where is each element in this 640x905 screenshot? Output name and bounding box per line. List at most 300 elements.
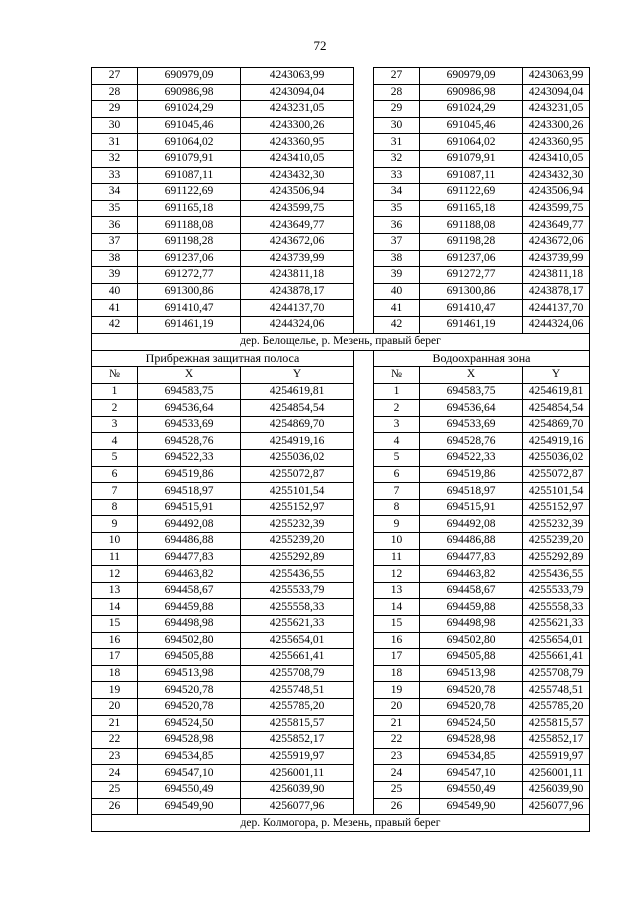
table-row: [92, 383, 590, 400]
left-point-number: 12: [92, 566, 138, 583]
table-row: [92, 616, 590, 633]
left-y-coordinate: 4255815,57: [241, 715, 354, 732]
right-y-coordinate: 4254919,16: [523, 433, 590, 450]
left-y-coordinate: 4243094,04: [241, 84, 354, 101]
left-point-number: 32: [92, 150, 138, 167]
table-row: [92, 466, 590, 483]
right-y-coordinate: 4243063,99: [523, 68, 590, 85]
left-x-coordinate: 694477,83: [138, 549, 241, 566]
left-point-number: 26: [92, 798, 138, 815]
column-gap: [354, 267, 374, 284]
right-point-number: 17: [374, 649, 420, 666]
right-y-coordinate: 4255815,57: [523, 715, 590, 732]
right-point-number: 19: [374, 682, 420, 699]
right-x-coordinate: 694459,88: [420, 599, 523, 616]
left-point-number: 1: [92, 383, 138, 400]
right-point-number: 42: [374, 316, 420, 333]
right-y-coordinate: 4243599,75: [523, 200, 590, 217]
table-row: [92, 665, 590, 682]
right-point-number: 32: [374, 150, 420, 167]
right-x-coordinate: 691272,77: [420, 267, 523, 284]
right-y-coordinate: 4254854,54: [523, 400, 590, 417]
left-x-coordinate: 694486,88: [138, 533, 241, 550]
left-x-coordinate: 694518,97: [138, 483, 241, 500]
right-x-coordinate: 694505,88: [420, 649, 523, 666]
left-x-coordinate: 694463,82: [138, 566, 241, 583]
section-title: дер. Белощелье, р. Мезень, правый берег: [92, 333, 590, 350]
table-row: [92, 68, 590, 85]
table-row: [92, 316, 590, 333]
left-y-coordinate: 4255533,79: [241, 582, 354, 599]
column-gap: [354, 167, 374, 184]
right-point-number: 13: [374, 582, 420, 599]
left-x-coordinate: 691045,46: [138, 117, 241, 134]
table-row: [92, 798, 590, 815]
left-point-number: 28: [92, 84, 138, 101]
column-gap: [354, 582, 374, 599]
right-x-coordinate: 694463,82: [420, 566, 523, 583]
right-point-number: 30: [374, 117, 420, 134]
right-point-number: 24: [374, 765, 420, 782]
section-header-block: [92, 333, 590, 383]
right-y-coordinate: 4255436,55: [523, 566, 590, 583]
left-point-number: 38: [92, 250, 138, 267]
right-point-number: 21: [374, 715, 420, 732]
table-row: [92, 433, 590, 450]
right-point-number: 4: [374, 433, 420, 450]
right-y-coordinate: 4255852,17: [523, 732, 590, 749]
right-x-coordinate: 691165,18: [420, 200, 523, 217]
right-x-coordinate: 694534,85: [420, 748, 523, 765]
left-y-coordinate: 4256001,11: [241, 765, 354, 782]
table-row: [92, 582, 590, 599]
right-x-coordinate: 694528,98: [420, 732, 523, 749]
left-point-number: 19: [92, 682, 138, 699]
left-point-number: 41: [92, 300, 138, 317]
left-x-coordinate: 691122,69: [138, 184, 241, 201]
right-y-coordinate: 4255558,33: [523, 599, 590, 616]
right-x-coordinate: 691087,11: [420, 167, 523, 184]
left-x-coordinate: 694536,64: [138, 400, 241, 417]
right-x-coordinate: 694458,67: [420, 582, 523, 599]
right-point-number: 10: [374, 533, 420, 550]
right-y-coordinate: 4255621,33: [523, 616, 590, 633]
left-point-number: 30: [92, 117, 138, 134]
left-y-coordinate: 4255852,17: [241, 732, 354, 749]
table-row: [92, 250, 590, 267]
right-y-header: Y: [523, 367, 590, 384]
left-y-coordinate: 4243063,99: [241, 68, 354, 85]
right-x-coordinate: 694520,78: [420, 682, 523, 699]
column-gap: [354, 798, 374, 815]
table-row: [92, 781, 590, 798]
table-row: [92, 649, 590, 666]
page-number: 72: [313, 38, 327, 53]
right-y-coordinate: 4256039,90: [523, 781, 590, 798]
right-x-coordinate: 691237,06: [420, 250, 523, 267]
table-row: [92, 300, 590, 317]
right-point-number: 34: [374, 184, 420, 201]
left-point-number: 36: [92, 217, 138, 234]
left-y-coordinate: 4243878,17: [241, 283, 354, 300]
left-point-number: 17: [92, 649, 138, 666]
left-y-coordinate: 4255661,41: [241, 649, 354, 666]
left-x-coordinate: 691024,29: [138, 101, 241, 118]
left-x-coordinate: 691165,18: [138, 200, 241, 217]
column-gap: [354, 499, 374, 516]
right-y-coordinate: 4243231,05: [523, 101, 590, 118]
column-gap: [354, 250, 374, 267]
right-x-coordinate: 694547,10: [420, 765, 523, 782]
right-x-coordinate: 694522,33: [420, 450, 523, 467]
left-y-coordinate: 4254854,54: [241, 400, 354, 417]
right-x-coordinate: 694549,90: [420, 798, 523, 815]
left-point-number: 9: [92, 516, 138, 533]
left-x-coordinate: 694533,69: [138, 416, 241, 433]
table-row: [92, 632, 590, 649]
left-point-number: 40: [92, 283, 138, 300]
left-y-coordinate: 4255919,97: [241, 748, 354, 765]
table-row: [92, 549, 590, 566]
left-x-coordinate: 694522,33: [138, 450, 241, 467]
right-point-number: 35: [374, 200, 420, 217]
table-row: [92, 416, 590, 433]
right-point-number: 20: [374, 698, 420, 715]
right-y-coordinate: 4255239,20: [523, 533, 590, 550]
table-row: [92, 715, 590, 732]
left-x-coordinate: 694505,88: [138, 649, 241, 666]
left-y-coordinate: 4256077,96: [241, 798, 354, 815]
left-point-number: 20: [92, 698, 138, 715]
left-y-coordinate: 4255436,55: [241, 566, 354, 583]
right-point-number: 28: [374, 84, 420, 101]
right-x-coordinate: 694515,91: [420, 499, 523, 516]
left-point-number: 10: [92, 533, 138, 550]
right-point-number: 25: [374, 781, 420, 798]
left-y-coordinate: 4255152,97: [241, 499, 354, 516]
right-point-number: 38: [374, 250, 420, 267]
right-x-coordinate: 694492,08: [420, 516, 523, 533]
left-y-coordinate: 4243432,30: [241, 167, 354, 184]
left-x-coordinate: 691079,91: [138, 150, 241, 167]
right-x-coordinate: 691198,28: [420, 233, 523, 250]
column-gap: [354, 316, 374, 333]
right-x-coordinate: 694524,50: [420, 715, 523, 732]
right-x-coordinate: 694533,69: [420, 416, 523, 433]
right-point-number: 15: [374, 616, 420, 633]
right-x-coordinate: 694502,80: [420, 632, 523, 649]
table-row: [92, 765, 590, 782]
left-x-coordinate: 694459,88: [138, 599, 241, 616]
left-x-coordinate: 694519,86: [138, 466, 241, 483]
left-x-coordinate: 691087,11: [138, 167, 241, 184]
right-point-number: 22: [374, 732, 420, 749]
right-point-number: 26: [374, 798, 420, 815]
right-y-coordinate: 4256001,11: [523, 765, 590, 782]
table-row: [92, 698, 590, 715]
column-gap: [354, 682, 374, 699]
left-x-coordinate: 694547,10: [138, 765, 241, 782]
right-point-number: 1: [374, 383, 420, 400]
table-row: [92, 748, 590, 765]
right-x-coordinate: 691188,08: [420, 217, 523, 234]
table-row: [92, 400, 590, 417]
column-gap: [354, 117, 374, 134]
table-row: [92, 516, 590, 533]
left-point-number: 24: [92, 765, 138, 782]
table-row: [92, 283, 590, 300]
left-x-coordinate: 694524,50: [138, 715, 241, 732]
column-header-row: [92, 367, 590, 384]
right-x-coordinate: 691300,86: [420, 283, 523, 300]
left-point-number: 18: [92, 665, 138, 682]
table-row: [92, 566, 590, 583]
right-y-coordinate: 4243672,06: [523, 233, 590, 250]
left-y-coordinate: 4243300,26: [241, 117, 354, 134]
table-row: [92, 483, 590, 500]
right-y-coordinate: 4255919,97: [523, 748, 590, 765]
right-y-coordinate: 4255654,01: [523, 632, 590, 649]
column-gap: [354, 150, 374, 167]
left-num-header: №: [92, 367, 138, 384]
left-x-coordinate: 694502,80: [138, 632, 241, 649]
left-x-coordinate: 691410,47: [138, 300, 241, 317]
column-gap: [354, 466, 374, 483]
right-x-coordinate: 694486,88: [420, 533, 523, 550]
left-y-coordinate: 4255101,54: [241, 483, 354, 500]
left-x-coordinate: 694520,78: [138, 698, 241, 715]
column-gap: [354, 632, 374, 649]
column-gap: [354, 765, 374, 782]
table-row: [92, 682, 590, 699]
right-y-coordinate: 4243410,05: [523, 150, 590, 167]
left-y-coordinate: 4255785,20: [241, 698, 354, 715]
left-y-coordinate: 4255292,89: [241, 549, 354, 566]
right-y-coordinate: 4243300,26: [523, 117, 590, 134]
right-y-coordinate: 4243739,99: [523, 250, 590, 267]
left-point-number: 15: [92, 616, 138, 633]
right-zone-heading: Водоохранная зона: [374, 350, 590, 367]
column-gap: [354, 649, 374, 666]
top-block: [92, 68, 590, 334]
right-y-coordinate: 4255785,20: [523, 698, 590, 715]
left-point-number: 3: [92, 416, 138, 433]
table-row: [92, 499, 590, 516]
left-x-coordinate: 694549,90: [138, 798, 241, 815]
right-y-coordinate: 4243878,17: [523, 283, 590, 300]
left-point-number: 4: [92, 433, 138, 450]
column-gap: [354, 233, 374, 250]
left-y-coordinate: 4243360,95: [241, 134, 354, 151]
right-point-number: 8: [374, 499, 420, 516]
right-point-number: 29: [374, 101, 420, 118]
right-point-number: 3: [374, 416, 420, 433]
column-gap: [354, 616, 374, 633]
right-x-coordinate: 691122,69: [420, 184, 523, 201]
left-x-coordinate: 691461,19: [138, 316, 241, 333]
column-gap: [354, 416, 374, 433]
right-x-coordinate: 694583,75: [420, 383, 523, 400]
table-row: [92, 732, 590, 749]
right-x-coordinate: 694528,76: [420, 433, 523, 450]
left-y-coordinate: 4244137,70: [241, 300, 354, 317]
left-point-number: 7: [92, 483, 138, 500]
right-y-coordinate: 4254619,81: [523, 383, 590, 400]
left-y-coordinate: 4255654,01: [241, 632, 354, 649]
column-gap: [354, 665, 374, 682]
column-gap: [354, 84, 374, 101]
right-y-coordinate: 4255101,54: [523, 483, 590, 500]
right-y-coordinate: 4244137,70: [523, 300, 590, 317]
left-y-header: Y: [241, 367, 354, 384]
right-point-number: 16: [374, 632, 420, 649]
column-gap: [354, 748, 374, 765]
column-gap: [354, 516, 374, 533]
table-row: [92, 599, 590, 616]
left-y-coordinate: 4255036,02: [241, 450, 354, 467]
right-x-coordinate: 691410,47: [420, 300, 523, 317]
left-x-coordinate: 694513,98: [138, 665, 241, 682]
left-point-number: 35: [92, 200, 138, 217]
right-y-coordinate: 4244324,06: [523, 316, 590, 333]
right-y-coordinate: 4255152,97: [523, 499, 590, 516]
right-point-number: 7: [374, 483, 420, 500]
left-y-coordinate: 4243599,75: [241, 200, 354, 217]
right-point-number: 6: [374, 466, 420, 483]
table-row: [92, 267, 590, 284]
right-point-number: 33: [374, 167, 420, 184]
left-x-coordinate: 694550,49: [138, 781, 241, 798]
left-y-coordinate: 4255708,79: [241, 665, 354, 682]
left-point-number: 8: [92, 499, 138, 516]
column-gap: [354, 599, 374, 616]
left-point-number: 29: [92, 101, 138, 118]
column-gap: [354, 200, 374, 217]
right-y-coordinate: 4255232,39: [523, 516, 590, 533]
right-y-coordinate: 4255036,02: [523, 450, 590, 467]
left-x-header: X: [138, 367, 241, 384]
right-point-number: 39: [374, 267, 420, 284]
right-x-coordinate: 690986,98: [420, 84, 523, 101]
table-row: [92, 150, 590, 167]
right-x-coordinate: 691079,91: [420, 150, 523, 167]
column-gap: [354, 134, 374, 151]
left-y-coordinate: 4243410,05: [241, 150, 354, 167]
left-y-coordinate: 4256039,90: [241, 781, 354, 798]
right-y-coordinate: 4243811,18: [523, 267, 590, 284]
left-point-number: 14: [92, 599, 138, 616]
bottom-block: [92, 383, 590, 814]
left-x-coordinate: 691064,02: [138, 134, 241, 151]
coordinates-table: [91, 67, 590, 832]
left-point-number: 16: [92, 632, 138, 649]
table-row: [92, 101, 590, 118]
column-gap: [354, 715, 374, 732]
table-row: [92, 184, 590, 201]
table-row: [92, 450, 590, 467]
left-y-coordinate: 4255239,20: [241, 533, 354, 550]
right-point-number: 31: [374, 134, 420, 151]
column-gap: [354, 732, 374, 749]
left-y-coordinate: 4243811,18: [241, 267, 354, 284]
column-gap: [354, 698, 374, 715]
table-row: [92, 533, 590, 550]
footer-title: дер. Колмогора, р. Мезень, правый берег: [92, 815, 590, 832]
right-x-coordinate: 694518,97: [420, 483, 523, 500]
right-point-number: 14: [374, 599, 420, 616]
right-x-coordinate: 694477,83: [420, 549, 523, 566]
left-y-coordinate: 4243649,77: [241, 217, 354, 234]
left-x-coordinate: 694528,76: [138, 433, 241, 450]
left-y-coordinate: 4244324,06: [241, 316, 354, 333]
table-row: [92, 200, 590, 217]
left-y-coordinate: 4255621,33: [241, 616, 354, 633]
table-row: [92, 134, 590, 151]
column-gap: [354, 483, 374, 500]
left-point-number: 21: [92, 715, 138, 732]
column-gap: [354, 549, 374, 566]
right-point-number: 40: [374, 283, 420, 300]
left-y-coordinate: 4243506,94: [241, 184, 354, 201]
column-gap: [354, 283, 374, 300]
column-gap: [354, 450, 374, 467]
right-x-coordinate: 691024,29: [420, 101, 523, 118]
left-x-coordinate: 691188,08: [138, 217, 241, 234]
left-y-coordinate: 4255558,33: [241, 599, 354, 616]
right-y-coordinate: 4255708,79: [523, 665, 590, 682]
right-point-number: 12: [374, 566, 420, 583]
column-gap: [354, 533, 374, 550]
right-x-coordinate: 694520,78: [420, 698, 523, 715]
right-point-number: 11: [374, 549, 420, 566]
left-point-number: 39: [92, 267, 138, 284]
column-gap: [354, 781, 374, 798]
right-x-coordinate: 691064,02: [420, 134, 523, 151]
right-y-coordinate: 4255533,79: [523, 582, 590, 599]
left-x-coordinate: 690979,09: [138, 68, 241, 85]
right-x-coordinate: 690979,09: [420, 68, 523, 85]
column-gap: [354, 400, 374, 417]
left-point-number: 31: [92, 134, 138, 151]
left-point-number: 5: [92, 450, 138, 467]
right-x-coordinate: 694498,98: [420, 616, 523, 633]
left-x-coordinate: 691272,77: [138, 267, 241, 284]
left-point-number: 2: [92, 400, 138, 417]
left-x-coordinate: 691237,06: [138, 250, 241, 267]
left-x-coordinate: 694515,91: [138, 499, 241, 516]
left-y-coordinate: 4243672,06: [241, 233, 354, 250]
right-y-coordinate: 4255292,89: [523, 549, 590, 566]
left-zone-heading: Прибрежная защитная полоса: [92, 350, 354, 367]
column-gap: [354, 383, 374, 400]
right-x-header: X: [420, 367, 523, 384]
right-y-coordinate: 4243360,95: [523, 134, 590, 151]
left-point-number: 33: [92, 167, 138, 184]
footer-title-row: [92, 815, 590, 832]
left-point-number: 11: [92, 549, 138, 566]
left-point-number: 42: [92, 316, 138, 333]
left-x-coordinate: 694458,67: [138, 582, 241, 599]
left-point-number: 22: [92, 732, 138, 749]
right-y-coordinate: 4255072,87: [523, 466, 590, 483]
right-point-number: 27: [374, 68, 420, 85]
left-x-coordinate: 694583,75: [138, 383, 241, 400]
left-y-coordinate: 4254869,70: [241, 416, 354, 433]
left-point-number: 25: [92, 781, 138, 798]
right-x-coordinate: 694550,49: [420, 781, 523, 798]
column-gap: [354, 68, 374, 85]
column-gap: [354, 101, 374, 118]
